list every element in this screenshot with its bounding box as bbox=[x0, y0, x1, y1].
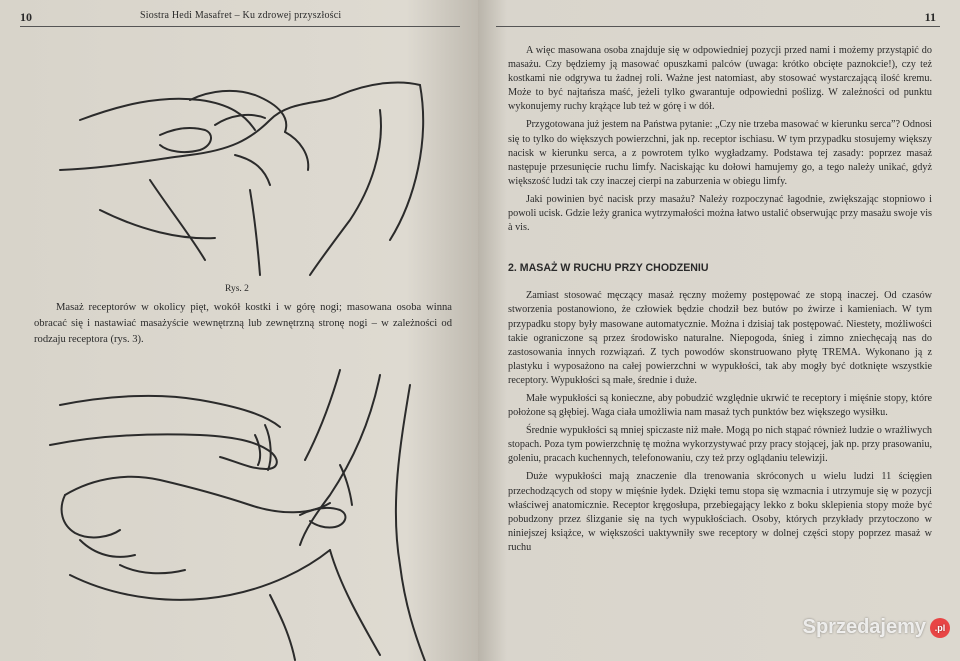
paragraph: Masaż receptorów w okolicy pięt, wokół kostki i w górę nogi; masowana osoba winna obracać się i nastawiać masażyście wewnętrzną lub zewnętrzną stronę nogi – w zależności od rodzaju receptora (rys. 3). bbox=[34, 302, 452, 345]
paragraph: Duże wypukłości mają znaczenie dla trenowania skróconych u wielu ludzi 11 ścięgien przechodzących od stopy w mięśnie łydek. Dzięki temu stopa się wzmacnia i utrzymuje się w pozycji właściwej anatomicznie. Receptor kręgosłupa, przebiegający lekko z boku sklepienia stopy może być pobudzony przez ślizganie się na tych wypukłościach. Osoby, których przykłady przytoczono w niniejszej książce, w większości uaktywniły swe receptory w dolnej części stopy poprzez masaż w ruchu bbox=[508, 471, 932, 553]
watermark-badge-icon: .pl bbox=[930, 618, 950, 638]
paragraph: Małe wypukłości są konieczne, aby pobudzić względnie ukrwić te receptory i mięśnie stopy, które położone są głębiej. Waga ciała umożliwia nam masaż tych punktów bez większego wysiłku. bbox=[508, 392, 932, 419]
paragraph: Przygotowana już jestem na Państwa pytanie: „Czy nie trzeba masować w kierunku serca”? Odnosi się to tylko do większych powierzchni, jak np. receptor ischiasu. W tym przypadku stosujemy większy nacisk w kierunku serca, a z powrotem tylko wygładzamy. Podstawa tej zasady: poprzez masaż następuje przesunięcie ruchu limfy. Naciskając ku dołowi hamujemy go, a tego należy unikać, gdyż większość ludzi tak czy inaczej cierpi na zaburzenia w obiegu limfy. bbox=[508, 119, 932, 187]
paragraph: Średnie wypukłości są mniej spiczaste niż małe. Mogą po nich stąpać również ludzie o wrażliwych stopach. Poza tym powierzchnię tę można wykorzystywać przy pracy stojącej, jak np. przy prasowaniu, goleniu, pracach kuchennych, telefonowaniu, czy też przy oglądaniu telewizji. bbox=[508, 425, 932, 465]
left-page bbox=[0, 0, 478, 661]
page-number: 10 bbox=[20, 10, 32, 24]
watermark-text: Sprzedajemy bbox=[802, 616, 926, 638]
paragraph: Zamiast stosować męczący masaż ręczny możemy postępować ze stopą inaczej. Od czasów stworzenia postanowiono, że człowiek będzie chodził bez butów po żwirze i kamieniach. W tym przypadku stopy były masowane automatycznie. Można i dzisiaj tak postępować. Niestety, możliwości takie ograniczone są przez środowisko naturalne. Niepogoda, śnieg i zimno zniechęcają nas do zastosowania innych rozwiązań. Z tych powodów skonstruowano płytę TREMA. Wykonano ją z plastyku i wyposażono na całej powierzchni w wypukłości, tak aby mogły być dotknięte wszystkie receptory. Wypukłości są małe, średnie i duże. bbox=[508, 290, 932, 386]
left-body-text bbox=[34, 300, 452, 348]
paragraph: A więc masowana osoba znajduje się w odpowiedniej pozycji przed nami i możemy przystąpić do masażu. Czy będziemy ją masować opuszkami palców (uwaga: krótko obcięte paznokcie!), czy też kostkami nie odgrywa tu żadnej roli. Ważne jest natomiast, aby stosować wystarczającą ilość kremu. Może to być najtańsza maść, jeżeli tylko gwarantuje odpowiedni poślizg. W zależności od punktu wykonujemy ruchy krążące lub też w górę i w dół. bbox=[508, 45, 932, 113]
right-body-text bbox=[508, 44, 932, 559]
page-number: 11 bbox=[924, 10, 936, 24]
foot-massage-illustration-2 bbox=[40, 365, 450, 661]
right-page bbox=[478, 0, 960, 661]
running-header: Siostra Hedi Masafret – Ku zdrowej przyszłości bbox=[140, 10, 342, 21]
header-rule bbox=[20, 26, 460, 27]
section-heading: 2. MASAŻ W RUCHU PRZY CHODZENIU bbox=[508, 262, 709, 275]
header-rule bbox=[496, 26, 940, 27]
watermark-logo bbox=[803, 616, 950, 639]
paragraph: Jaki powinien być nacisk przy masażu? Należy rozpoczynać łagodnie, zwiększając stopniowo i powoli ucisk. Gdzie leży granica wytrzymałości można łatwo ustalić obserwując przy masażu swoje vis à vis. bbox=[508, 193, 932, 234]
figure-caption: Rys. 2 bbox=[225, 284, 249, 294]
foot-massage-illustration-1 bbox=[40, 60, 460, 280]
